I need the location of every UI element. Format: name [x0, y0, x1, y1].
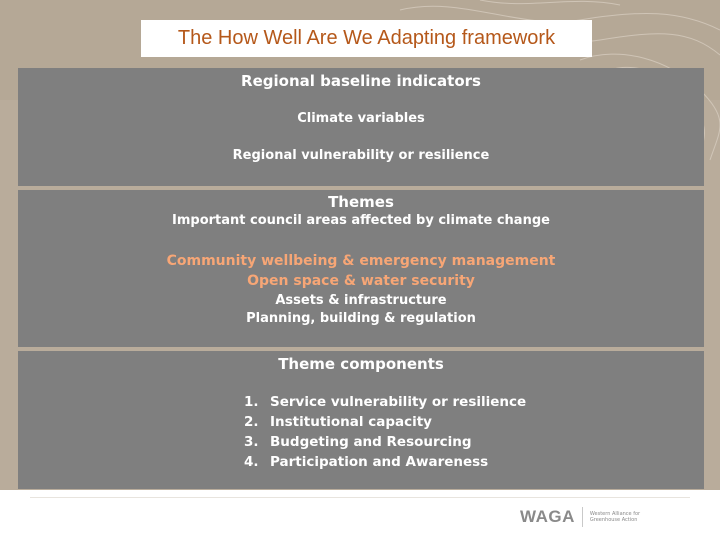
baseline-item-regional-vulnerability: Regional vulnerability or resilience [232, 148, 490, 163]
list-item-label: Service vulnerability or resilience [270, 394, 527, 410]
theme-open-space-water: Open space & water security [247, 273, 475, 289]
list-item-label: Institutional capacity [270, 414, 432, 430]
theme-planning-building: Planning, building & regulation [246, 311, 476, 326]
baseline-heading: Regional baseline indicators [241, 72, 481, 90]
slide-title: The How Well Are We Adapting framework [141, 20, 592, 57]
theme-community-wellbeing: Community wellbeing & emergency management [166, 253, 556, 269]
list-item-number: 2. [244, 414, 259, 430]
list-item-label: Budgeting and Resourcing [270, 434, 472, 450]
regional-baseline-panel [18, 68, 704, 186]
themes-heading: Themes [328, 193, 394, 211]
logo-tagline: Western Alliance for Greenhouse Action [589, 511, 641, 523]
components-heading: Theme components [278, 355, 444, 373]
list-item-label: Participation and Awareness [270, 454, 489, 470]
logo-mark-text: WAGA [520, 507, 575, 526]
components-list [244, 394, 526, 474]
list-item [244, 394, 526, 414]
logo-mark [520, 507, 575, 527]
theme-assets-infrastructure: Assets & infrastructure [275, 293, 447, 308]
list-item-number: 4. [244, 454, 259, 470]
themes-subheading: Important council areas affected by climate change [172, 213, 550, 228]
footer-divider [30, 497, 690, 498]
logo-separator [582, 507, 583, 527]
list-item-number: 3. [244, 434, 259, 450]
list-item [244, 414, 526, 434]
list-item [244, 434, 526, 454]
themes-panel [18, 190, 704, 347]
baseline-item-climate-variables: Climate variables [297, 111, 425, 126]
waga-logo [520, 507, 642, 527]
list-item [244, 454, 526, 474]
list-item-number: 1. [244, 394, 259, 410]
theme-components-panel [18, 351, 704, 489]
